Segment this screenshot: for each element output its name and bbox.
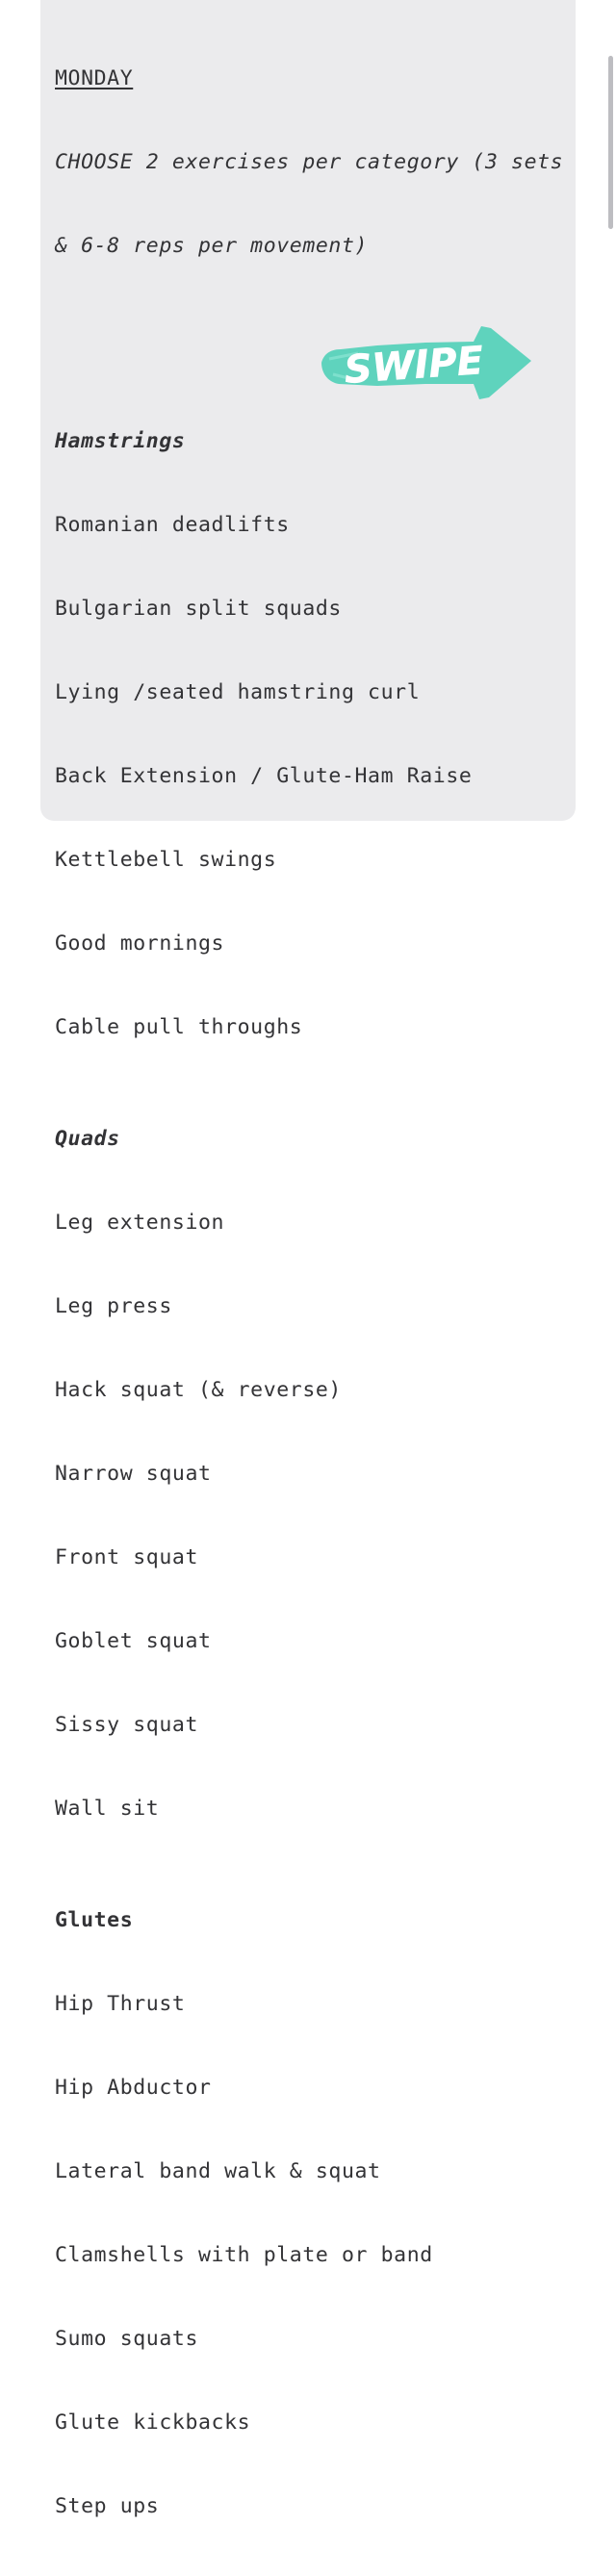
list-item: Hack squat (& reverse) [55, 1378, 342, 1402]
list-item: Romanian deadlifts [55, 513, 290, 537]
scrollbar[interactable] [608, 56, 613, 229]
list-item: Hip Abductor [55, 2076, 212, 2100]
intro-line-1: CHOOSE 2 exercises per category (3 sets [55, 150, 564, 174]
category-heading-glutes: Glutes [55, 1908, 134, 1932]
list-item: Front squat [55, 1545, 198, 1569]
list-item: Narrow squat [55, 1462, 212, 1486]
list-item: Step ups [55, 2494, 160, 2518]
list-item: Good mornings [55, 931, 225, 956]
list-item: Glute kickbacks [55, 2410, 251, 2435]
list-item: Kettlebell swings [55, 848, 277, 872]
note-title: MONDAY [55, 66, 134, 90]
list-item: Clamshells with plate or band [55, 2243, 433, 2267]
list-item: Wall sit [55, 1797, 160, 1821]
list-item: Lying /seated hamstring curl [55, 680, 421, 704]
list-item: Goblet squat [55, 1629, 212, 1653]
list-item: Cable pull throughs [55, 1015, 303, 1039]
list-item: Back Extension / Glute-Ham Raise [55, 764, 473, 788]
list-item: Bulgarian split squads [55, 597, 342, 621]
list-item: Hip Thrust [55, 1992, 186, 2016]
intro-line-2: & 6-8 reps per movement) [55, 234, 369, 258]
category-heading-quads: Quads [55, 1127, 120, 1151]
note-card [40, 0, 576, 2518]
list-item: Sumo squats [55, 2327, 198, 2351]
swipe-sticker-text: SWIPE [343, 339, 485, 393]
list-item: Leg press [55, 1294, 172, 1318]
swipe-arrow-sticker [320, 320, 533, 403]
category-heading-hamstrings: Hamstrings [55, 429, 186, 453]
list-item: Sissy squat [55, 1713, 198, 1737]
list-item: Lateral band walk & squat [55, 2159, 381, 2183]
list-item: Leg extension [55, 1211, 225, 1235]
